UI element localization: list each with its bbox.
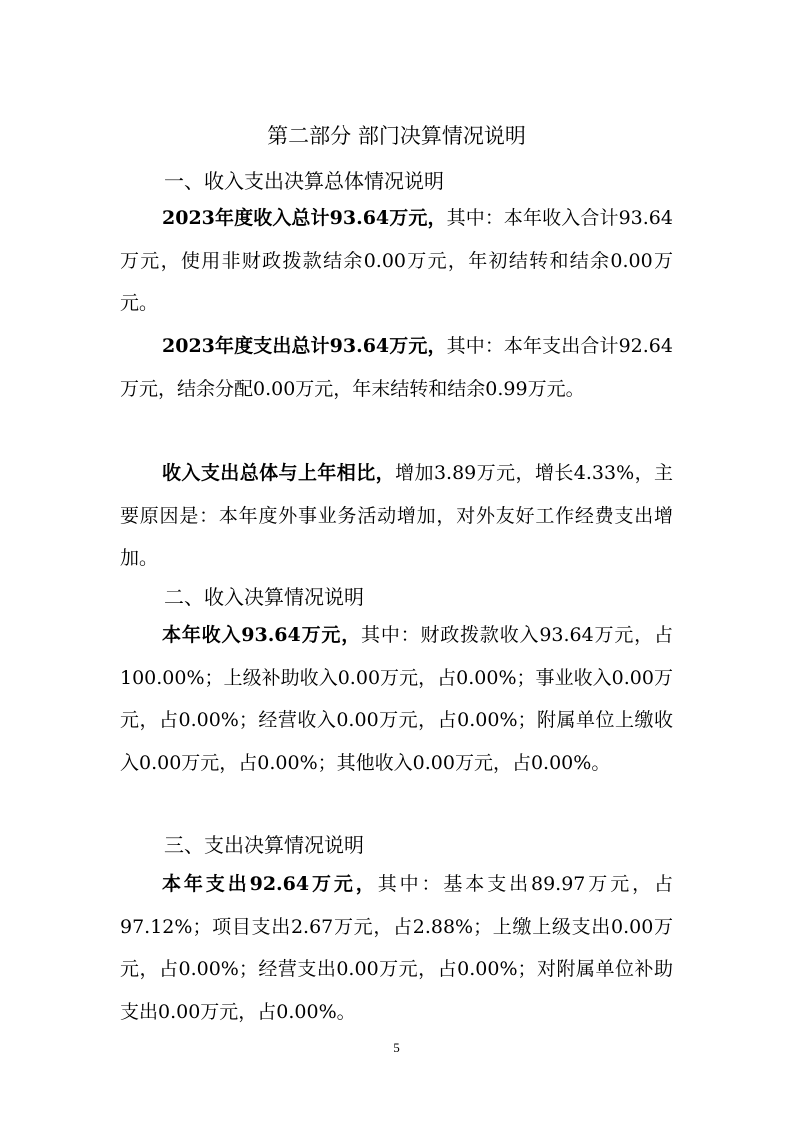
paragraph-lead: 2023年度支出总计93.64万元， — [162, 335, 447, 357]
section-heading-expenditure: 三、支出决算情况说明 — [164, 833, 364, 857]
page-title: 第二部分 部门决算情况说明 — [267, 124, 526, 148]
paragraph-body: 其中：本年收入合计93.64万元，使用非财政拨款结余0.00万元，年初结转和结余0.00万元。 — [120, 207, 673, 314]
paragraph-expenditure-detail — [120, 863, 673, 1033]
paragraph-lead: 本年收入93.64万元， — [162, 624, 362, 646]
paragraph-body: 增加3.89万元，增长4.33%，主要原因是：本年度外事业务活动增加，对外友好工作经费支出增加。 — [120, 462, 673, 569]
section-heading-income: 二、收入决算情况说明 — [164, 585, 364, 609]
paragraph-body: 其中：财政拨款收入93.64万元，占100.00%；上级补助收入0.00万元，占0.00%；事业收入0.00万元，占0.00%；经营收入0.00万元，占0.00%；附属单位上缴收入0.00万元，占0.00%；其他收入0.00万元，占0.00%。 — [120, 624, 673, 774]
paragraph-income-detail — [120, 614, 673, 784]
paragraph-body: 其中：基本支出89.97万元，占97.12%；项目支出2.67万元，占2.88%；上缴上级支出0.00万元，占0.00%；经营支出0.00万元，占0.00%；对附属单位补助支出0.00万元，占0.00%。 — [120, 873, 673, 1023]
paragraph-lead: 2023年度收入总计93.64万元， — [162, 207, 447, 229]
paragraph-lead: 收入支出总体与上年相比， — [162, 462, 396, 484]
section-heading-overall: 一、收入支出决算总体情况说明 — [164, 169, 444, 193]
page-number: 5 — [393, 1040, 400, 1055]
paragraph-income-total — [120, 197, 673, 325]
paragraph-expenditure-total — [120, 325, 673, 410]
paragraph-body: 其中：本年支出合计92.64万元，结余分配0.00万元，年末结转和结余0.99万元。 — [120, 335, 673, 400]
paragraph-lead: 本年支出92.64万元， — [162, 873, 378, 895]
paragraph-year-comparison — [120, 452, 673, 580]
